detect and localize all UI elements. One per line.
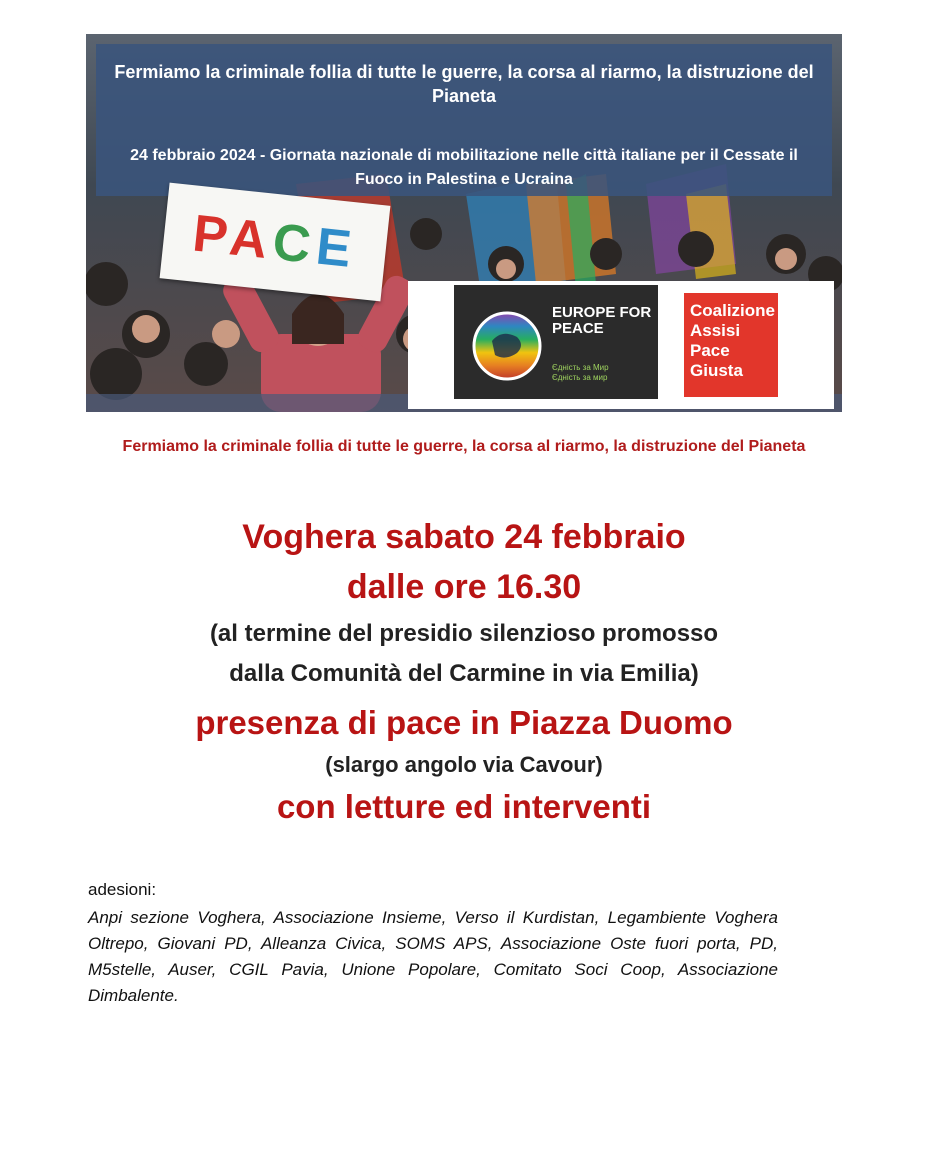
europe-for-peace-tagline-2: Єдність за мир xyxy=(552,373,608,382)
europe-for-peace-logo xyxy=(454,285,658,399)
subtitle-slogan: Fermiamo la criminale follia di tutte le guerre, la corsa al riarmo, la distruzione del Pianeta xyxy=(122,438,806,455)
hero-photo xyxy=(86,34,842,412)
event-program: con letture ed interventi xyxy=(276,788,652,825)
banner-slogan: Fermiamo la criminale follia di tutte le guerre, la corsa al riarmo, la distruzione del Pianeta xyxy=(114,62,814,106)
europe-for-peace-tagline-1: Єдність за Мир xyxy=(552,363,609,372)
banner-date-line: 24 febbraio 2024 - Giornata nazionale di mobilitazione nelle città italiane per il Cessate il Fuoco in Palestina e Ucraina xyxy=(130,147,798,188)
europe-for-peace-text: EUROPE FOR PEACE xyxy=(552,304,652,337)
event-city-date: Voghera sabato 24 febbraio xyxy=(242,518,686,556)
peace-globe-icon xyxy=(472,311,542,381)
event-time: dalle ore 16.30 xyxy=(346,568,582,606)
event-note-line2: dalla Comunità del Carmine in via Emilia) xyxy=(229,660,699,687)
sign-letter-c: C xyxy=(270,212,320,276)
logos-panel xyxy=(408,281,834,409)
event-place-note: (slargo angolo via Cavour) xyxy=(325,752,603,777)
sign-letter-e: E xyxy=(313,217,360,280)
headline-banner xyxy=(96,44,832,196)
adesioni-list: Anpi sezione Voghera, Associazione Insieme, Verso il Kurdistan, Legambiente Voghera Oltrepo, Giovani PD, Alleanza Civica, SOMS APS, Associazione Oste fuori porta, PD, M5stelle, Auser, CGIL Pavia, Unione Popolare, Comitato Soci Coop, Associazione Dimbalente. xyxy=(88,908,778,1005)
adesioni-label: adesioni: xyxy=(88,880,157,899)
sign-letters-pa: PA xyxy=(190,204,277,271)
event-place: presenza di pace in Piazza Duomo xyxy=(195,704,733,741)
coalizione-assisi-logo: Coalizione Assisi Pace Giusta xyxy=(684,293,778,397)
event-note-line1: (al termine del presidio silenzioso promosso xyxy=(209,620,719,647)
